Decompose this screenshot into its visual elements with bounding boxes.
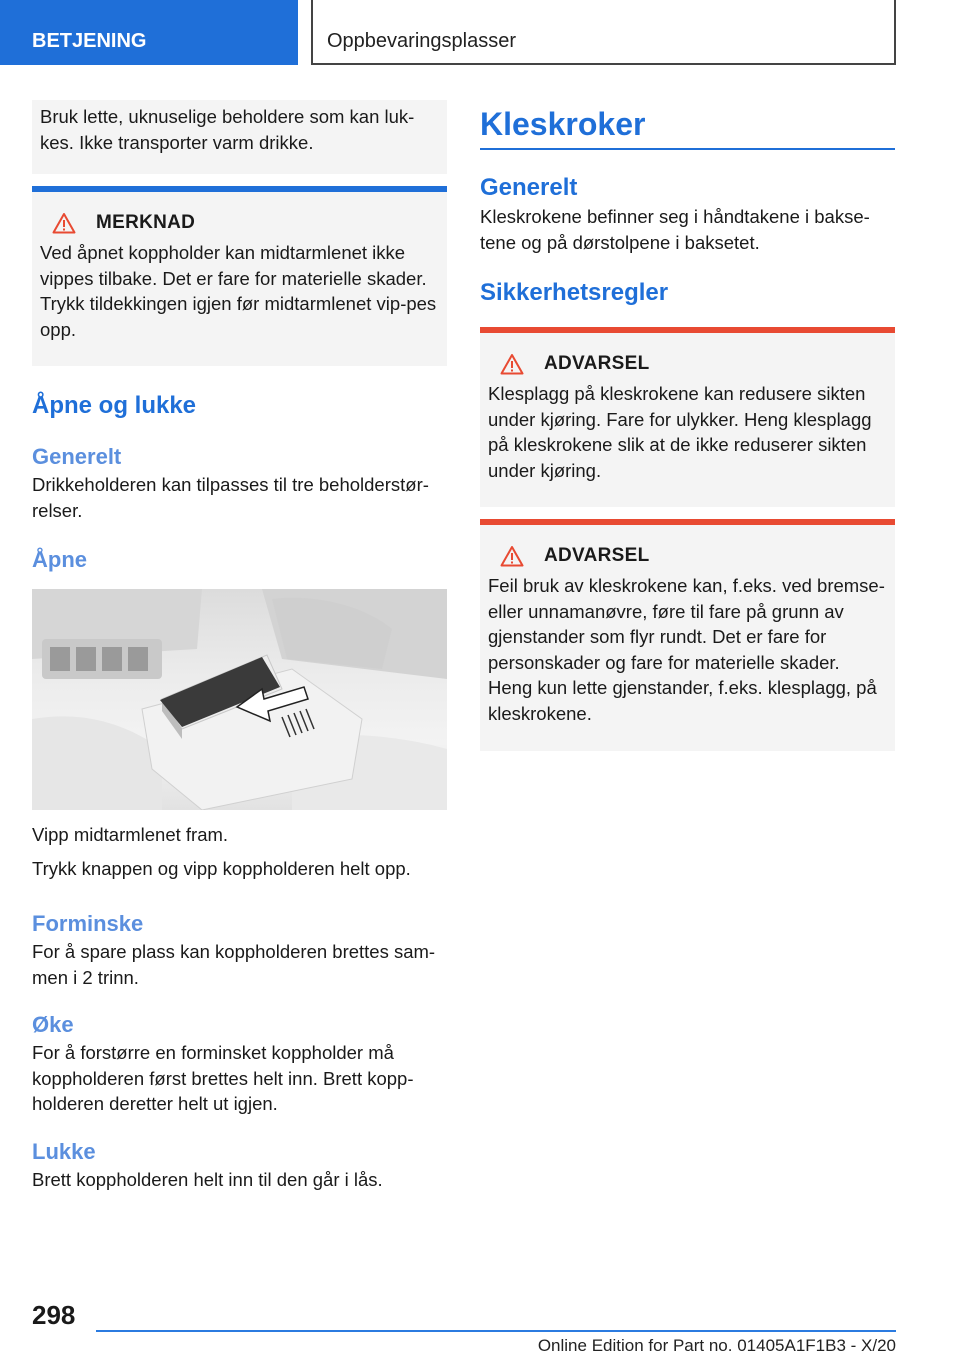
forminske-text: For å spare plass kan koppholderen brettes sam-men i 2 trinn. — [32, 941, 436, 988]
warning-header-2 — [500, 545, 887, 567]
oke-text: For å forstørre en forminsket koppholder må koppholderen først brettes helt inn. Brett kopp-holderen deretter helt ut igjen. — [32, 1042, 414, 1114]
edition-text: Online Edition for Part no. 01405A1F1B3 - X/20 — [537, 1336, 896, 1355]
lukke-text: Brett koppholderen helt inn til den går i lås. — [32, 1168, 383, 1190]
notice-header — [52, 212, 439, 234]
notice-text: Ved åpnet koppholder kan midtarmlenet ikke vippes tilbake. Det er fare for materielle skader. Trykk tildekkingen igjen før midtarmlenet vip-pes opp. — [40, 242, 437, 340]
warning-triangle-icon — [500, 545, 524, 567]
apne-step-1: Vipp midtarmlenet fram. — [32, 824, 229, 845]
warning-label-2: ADVARSEL — [544, 545, 650, 566]
subheading-forminske: Forminske — [32, 911, 144, 936]
warning-text-1: Klesplagg på kleskrokene kan redusere sikten under kjøring. Fare for ulykker. Heng klesplagg på kleskrokene slik at de ikke reduserer sikten under kjøring. — [488, 383, 872, 481]
section-title-open-close: Åpne og lukke — [32, 392, 197, 419]
warning-header-1 — [500, 353, 887, 375]
armrest-cupholder-photo — [32, 589, 447, 810]
subheading-lukke: Lukke — [32, 1138, 96, 1164]
title-underline — [480, 148, 895, 150]
info-box — [32, 100, 447, 174]
warning-box-2 — [480, 525, 895, 751]
left-column — [32, 100, 447, 1192]
notice-label: MERKNAD — [96, 212, 196, 233]
header-section-label: BETJENING — [0, 0, 298, 65]
right-column — [480, 100, 895, 751]
generelt-text: Drikkeholderen kan tilpasses til tre beholderstør-relser. — [32, 474, 429, 521]
apne-step-2: Trykk knappen og vipp koppholderen helt opp. — [32, 857, 411, 879]
subheading-generelt-right: Generelt — [480, 174, 578, 201]
warning-box-1 — [480, 333, 895, 507]
warning-label-1: ADVARSEL — [544, 353, 650, 374]
generelt-right-text: Kleskrokene befinner seg i håndtakene i bakse-tene og på dørstolpene i baksetet. — [480, 206, 870, 253]
warning-triangle-icon — [52, 212, 76, 234]
chapter-title: Kleskroker — [480, 106, 646, 142]
warning-text-2: Feil bruk av kleskrokene kan, f.eks. ved bremse- eller unnamanøvre, føre til fare på grunn av gjenstander som flyr rundt. Det er fare for personskader og fare for materielle skader. Heng kun lette gjenstander, f.eks. klesplagg, på kleskrokene. — [488, 575, 885, 724]
page-number: 298 — [32, 1300, 76, 1330]
footer-divider — [96, 1330, 896, 1332]
notice-box — [32, 192, 447, 366]
subheading-apne: Åpne — [32, 547, 87, 572]
subheading-generelt: Generelt — [32, 444, 122, 469]
subheading-oke: Øke — [32, 1012, 74, 1037]
subheading-safety: Sikkerhetsregler — [480, 279, 669, 306]
header-page-title: Oppbevaringsplasser — [311, 0, 896, 65]
armrest-illustration — [32, 589, 447, 810]
warning-triangle-icon — [500, 353, 524, 375]
info-box-text: Bruk lette, uknuselige beholdere som kan luk-kes. Ikke transporter varm drikke. — [40, 106, 415, 153]
